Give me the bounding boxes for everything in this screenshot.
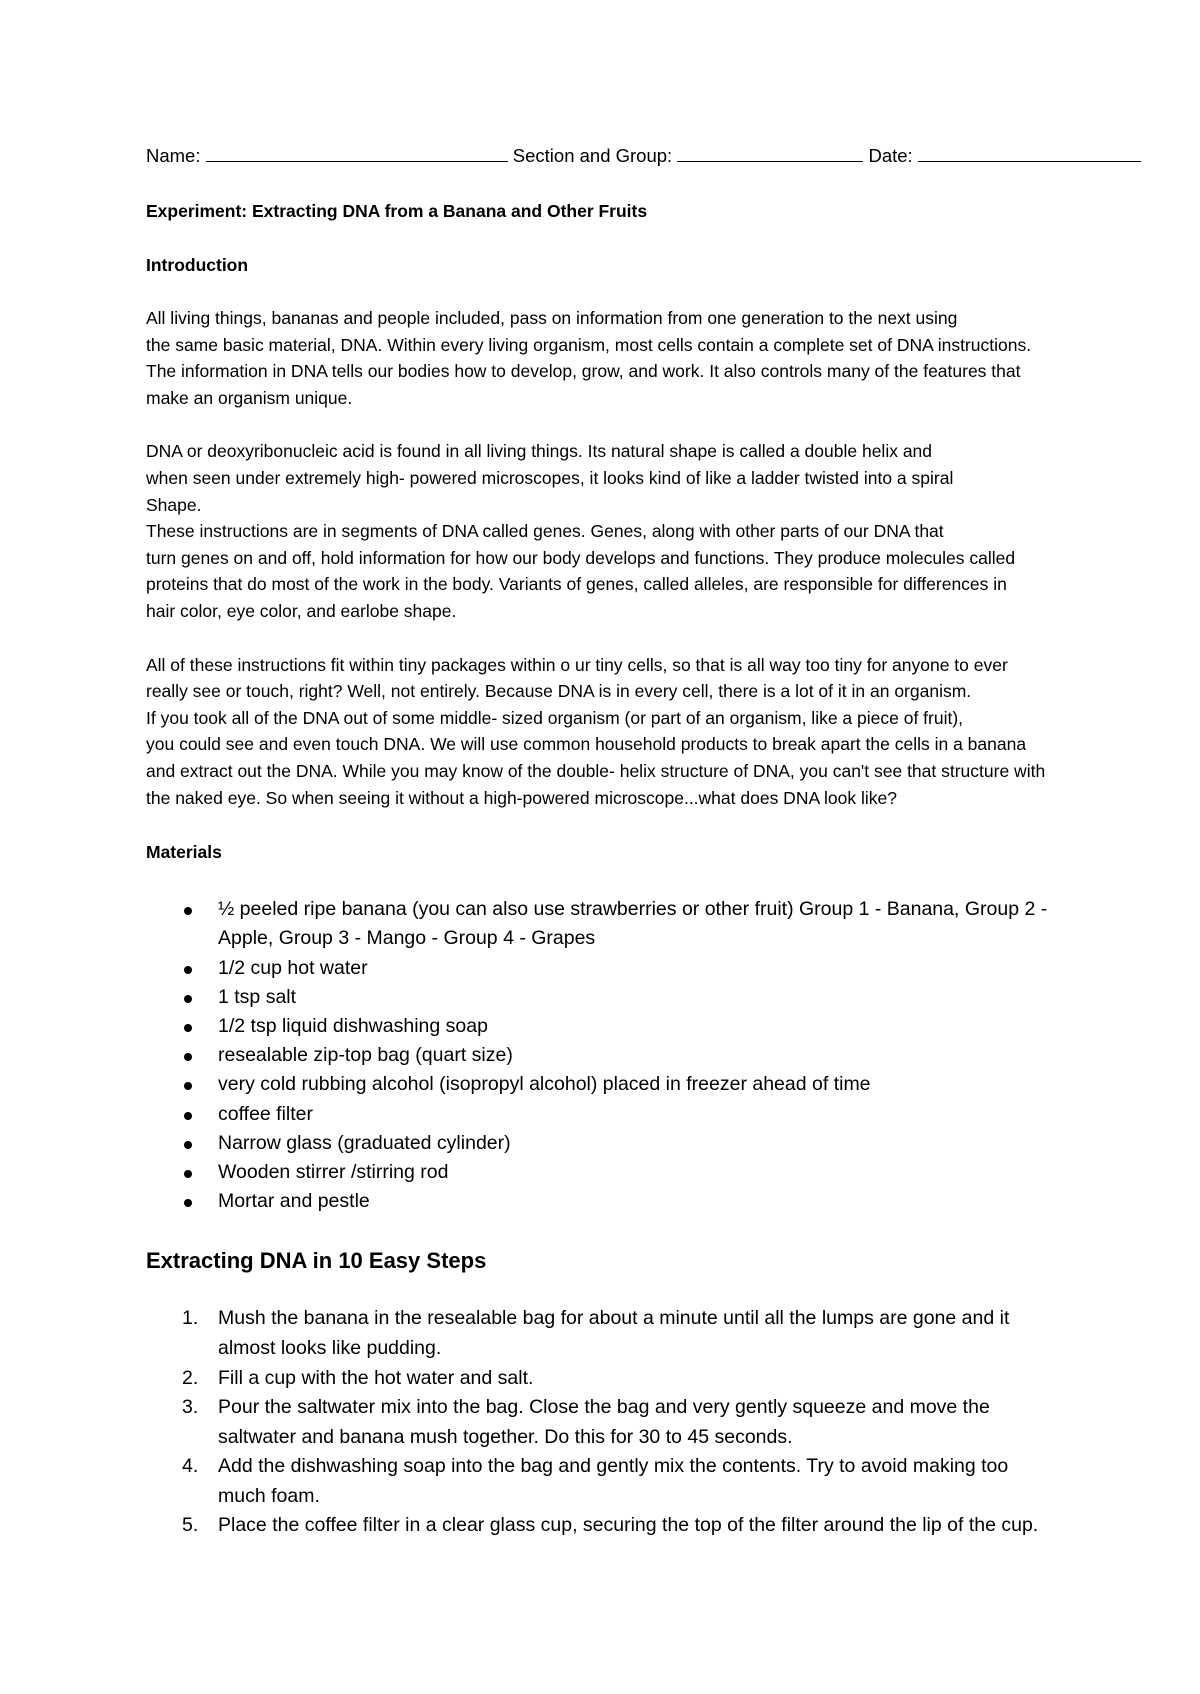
step-number: 2.	[182, 1366, 199, 1389]
step-text: much foam.	[218, 1484, 320, 1507]
bullet-icon	[184, 907, 192, 915]
step-text: Fill a cup with the hot water and salt.	[218, 1366, 534, 1389]
name-blank[interactable]	[206, 143, 508, 162]
section-blank[interactable]	[677, 143, 863, 162]
date-label: Date:	[868, 145, 913, 166]
step-number: 3.	[182, 1396, 199, 1419]
list-item	[146, 954, 1186, 983]
step-number: 4.	[182, 1455, 199, 1478]
step-text: Mush the banana in the resealable bag for about a minute until all the lumps are gone and it	[218, 1307, 1010, 1330]
text-line: DNA or deoxyribonucleic acid is found in all living things. Its natural shape is called a double helix and	[146, 441, 933, 462]
text-line: the naked eye. So when seeing it without a high-powered microscope...what does DNA look like?	[146, 787, 897, 808]
section-label: Section and Group:	[512, 145, 673, 166]
step-text: almost looks like pudding.	[218, 1336, 442, 1359]
step-text: saltwater and banana mush together. Do this for 30 to 45 seconds.	[218, 1425, 793, 1448]
text-line: when seen under extremely high- powered microscopes, it looks kind of like a ladder twisted into a spiral	[146, 467, 954, 488]
step-text: Add the dishwashing soap into the bag and gently mix the contents. Try to avoid making too	[218, 1455, 1009, 1478]
bullet-icon	[184, 1024, 192, 1032]
step-item	[146, 1511, 1186, 1541]
step-number: 1.	[182, 1307, 199, 1330]
list-item	[146, 1158, 1186, 1187]
text-line: turn genes on and off, hold information for how our body develops and functions. They produce molecules called	[146, 547, 1016, 568]
bullet-icon	[184, 966, 192, 974]
text-line: the same basic material, DNA. Within every living organism, most cells contain a complete set of DNA instructions.	[146, 334, 1032, 355]
text-line: Shape.	[146, 494, 202, 515]
text-line: All of these instructions fit within tiny packages within o ur tiny cells, so that is all way too tiny for anyone to ever	[146, 654, 1008, 675]
step-text: Pour the saltwater mix into the bag. Close the bag and very gently squeeze and move the	[218, 1396, 990, 1419]
text-line: These instructions are in segments of DNA called genes. Genes, along with other parts of our DNA that	[146, 521, 944, 542]
text-line: really see or touch, right? Well, not entirely. Because DNA is in every cell, there is a lot of it in an organism.	[146, 681, 972, 702]
list-item-text: ½ peeled ripe banana (you can also use strawberries or other fruit) Group 1 - Banana, Group 2 -	[218, 898, 1048, 921]
list-item	[146, 1070, 1186, 1099]
date-blank[interactable]	[918, 143, 1141, 162]
intro-paragraph-1	[146, 305, 1186, 411]
intro-paragraph-2	[146, 438, 1186, 518]
bullet-icon	[184, 1053, 192, 1061]
text-line: hair color, eye color, and earlobe shape.	[146, 600, 457, 621]
list-item-text: 1/2 tsp liquid dishwashing soap	[218, 1014, 488, 1037]
text-line: you could see and even touch DNA. We will use common household products to break apart the cells in a banana	[146, 734, 1027, 755]
step-item	[146, 1364, 1186, 1394]
list-item-text: resealable zip-top bag (quart size)	[218, 1044, 513, 1067]
steps-list	[146, 1304, 1186, 1541]
list-item	[146, 895, 1186, 953]
intro-paragraph-3	[146, 518, 1186, 624]
list-item-text: Apple, Group 3 - Mango - Group 4 - Grapes	[218, 927, 596, 950]
list-item-text: very cold rubbing alcohol (isopropyl alcohol) placed in freezer ahead of time	[218, 1073, 871, 1096]
bullet-icon	[184, 1141, 192, 1149]
list-item-text: coffee filter	[218, 1102, 314, 1125]
step-item	[146, 1304, 1186, 1363]
step-number: 5.	[182, 1514, 199, 1537]
text-line: make an organism unique.	[146, 387, 353, 408]
bullet-icon	[184, 1082, 192, 1090]
materials-heading: Materials	[146, 842, 222, 863]
step-item	[146, 1452, 1186, 1511]
list-item-text: 1 tsp salt	[218, 985, 297, 1008]
bullet-icon	[184, 1112, 192, 1120]
list-item	[146, 1187, 1186, 1216]
text-line: proteins that do most of the work in the body. Variants of genes, called alleles, are responsible for differences in	[146, 574, 1007, 595]
list-item	[146, 1100, 1186, 1129]
list-item-text: Wooden stirrer /stirring rod	[218, 1160, 449, 1183]
materials-list	[146, 895, 1186, 1216]
text-line: All living things, bananas and people included, pass on information from one generation to the next using	[146, 308, 958, 328]
intro-paragraph-4	[146, 652, 1186, 812]
student-info-line	[146, 142, 1186, 170]
list-item-text: Mortar and pestle	[218, 1190, 370, 1213]
list-item	[146, 1129, 1186, 1158]
list-item	[146, 1012, 1186, 1041]
list-item	[146, 983, 1186, 1012]
bullet-icon	[184, 995, 192, 1003]
step-text: Place the coffee filter in a clear glass cup, securing the top of the filter around the lip of the cup.	[218, 1514, 1039, 1537]
bullet-icon	[184, 1199, 192, 1207]
experiment-title: Experiment: Extracting DNA from a Banana and Other Fruits	[146, 201, 648, 221]
text-line: and extract out the DNA. While you may know of the double- helix structure of DNA, you can't see that structure with	[146, 760, 1046, 781]
steps-heading: Extracting DNA in 10 Easy Steps	[146, 1248, 487, 1274]
list-item-text: 1/2 cup hot water	[218, 956, 368, 979]
bullet-icon	[184, 1170, 192, 1178]
step-item	[146, 1393, 1186, 1452]
worksheet-page	[146, 142, 1186, 1541]
list-item-text: Narrow glass (graduated cylinder)	[218, 1131, 511, 1154]
text-line: The information in DNA tells our bodies how to develop, grow, and work. It also controls many of the features that	[146, 361, 1021, 382]
list-item	[146, 1041, 1186, 1070]
text-line: If you took all of the DNA out of some middle- sized organism (or part of an organism, like a piece of fruit),	[146, 707, 964, 728]
name-label: Name:	[146, 145, 201, 166]
introduction-heading: Introduction	[146, 255, 249, 275]
